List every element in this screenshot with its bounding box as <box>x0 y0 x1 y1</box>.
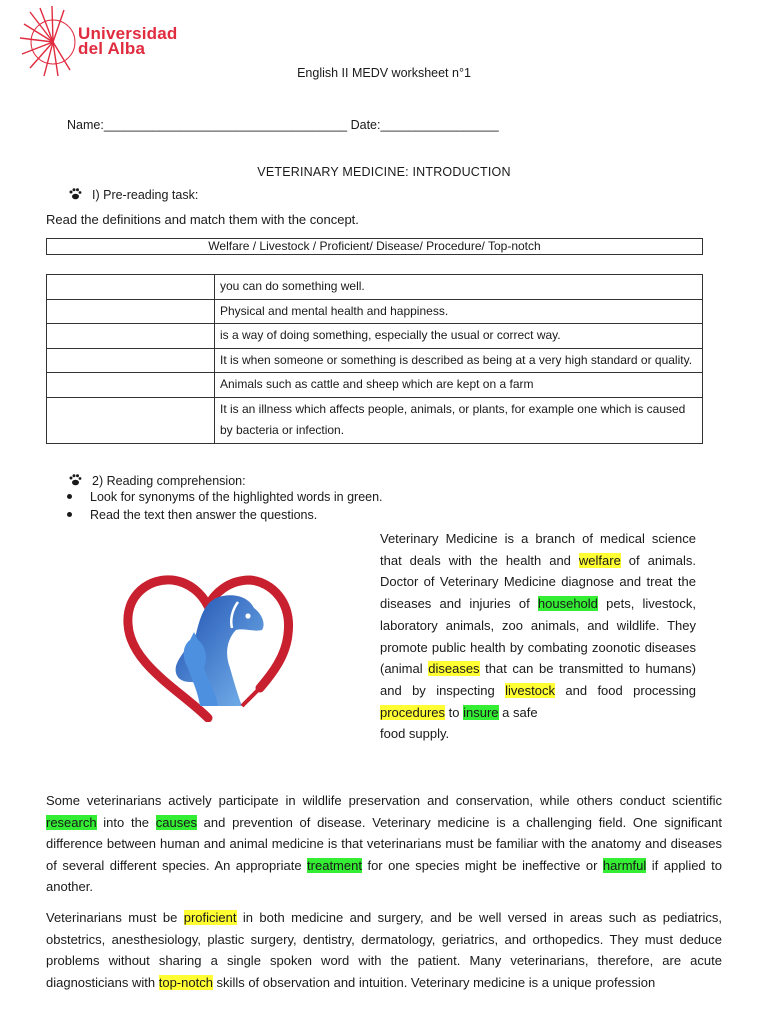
definition-cell: is a way of doing something, especially the usual or correct way. <box>215 324 703 349</box>
highlight-yellow: top-notch <box>158 974 213 990</box>
answer-cell[interactable] <box>47 348 215 373</box>
task-2-label: 2) Reading comprehension: <box>92 474 246 488</box>
intro-tail: food supply. <box>380 726 450 742</box>
highlight-green: household <box>537 596 598 612</box>
definition-cell: you can do something well. <box>215 275 703 300</box>
instructions-list <box>48 488 383 524</box>
table-row <box>47 299 703 324</box>
highlight-yellow: welfare <box>578 552 621 568</box>
table-row <box>47 373 703 398</box>
logo-line-1: Universidad <box>78 24 178 43</box>
answer-cell[interactable] <box>47 299 215 324</box>
highlight-yellow: procedures <box>380 704 446 720</box>
list-item: Look for synonyms of the highlighted words in green. <box>48 488 383 506</box>
name-date-line: Name:___________________________________ Date:_________________ <box>67 118 499 132</box>
intro-paragraph: Veterinary Medicine is a branch of medical science that deals with the health and welfare of animals. Doctor of Veterinary Medicine diagnose and treat the diseases and injuries of household pets, livestock, laboratory animals, zoo animals, and wildlife. They promote public health by combating zoonotic diseases (animal diseases that can be transmitted to humans) and by inspecting livestock and food processing procedures to insure a safe food supply. <box>380 528 696 745</box>
task-1-heading <box>68 188 198 202</box>
definitions-table <box>46 274 703 444</box>
definition-cell: It is when someone or something is described as being at a very high standard or quality. <box>215 348 703 373</box>
highlight-yellow: livestock <box>505 682 555 698</box>
highlight-yellow: proficient <box>183 910 237 925</box>
highlight-green: causes <box>155 814 197 830</box>
table-row <box>47 324 703 349</box>
list-item: Read the text then answer the questions. <box>48 506 383 524</box>
instruction-text: Read the definitions and match them with the concept. <box>46 212 359 227</box>
answer-cell[interactable] <box>47 324 215 349</box>
body-paragraph-2: Some veterinarians actively participate in wildlife preservation and conservation, while others conduct scientific research into the causes and prevention of disease. Veterinary medicine is a challenging field. One significant difference between human and animal medicine is that veterinarians must be familiar with the anatomy and diseases of several different species. An appropriate treatment for one species might be ineffective or harmful if applied to another. <box>46 793 722 894</box>
answer-cell[interactable] <box>47 397 215 443</box>
highlight-yellow: diseases <box>428 661 480 677</box>
word-bank-box: Welfare / Livestock / Proficient/ Disease/ Procedure/ Top-notch <box>46 238 703 255</box>
logo-wordmark <box>78 26 178 56</box>
body-paragraph-3: Veterinarians must be proficient in both medicine and surgery, and be well versed in areas such as pediatrics, obstetrics, anesthesiology, plastic surgery, dentistry, dermatology, geriatrics, and orthopedics. They must deduce problems without sharing a single spoken word with the patient. Many veterinarians, therefore, are acute diagnosticians with top-notch skills of observation and intuition. Veterinary medicine is a unique profession <box>46 910 722 990</box>
highlight-green: research <box>46 814 97 830</box>
definition-cell: Physical and mental health and happiness. <box>215 299 703 324</box>
paw-icon <box>68 188 82 200</box>
highlight-green: harmful <box>602 857 647 873</box>
worksheet-title: English II MEDV worksheet n°1 <box>297 66 471 80</box>
task-2-heading <box>68 474 246 488</box>
logo-line-2: del Alba <box>78 39 146 58</box>
task-1-label: I) Pre-reading task: <box>92 188 199 202</box>
highlight-green: insure <box>463 704 499 720</box>
answer-cell[interactable] <box>47 373 215 398</box>
definition-cell: It is an illness which affects people, animals, or plants, for example one which is caused by bacteria or infection. <box>215 397 703 443</box>
answer-cell[interactable] <box>47 275 215 300</box>
section-title: VETERINARY MEDICINE: INTRODUCTION <box>257 165 511 179</box>
paw-icon <box>68 474 82 486</box>
definition-cell: Animals such as cattle and sheep which are kept on a farm <box>215 373 703 398</box>
table-row <box>47 348 703 373</box>
table-row <box>47 275 703 300</box>
table-row <box>47 397 703 443</box>
heart-pets-illustration-icon <box>120 572 300 722</box>
highlight-green: treatment <box>307 857 362 873</box>
